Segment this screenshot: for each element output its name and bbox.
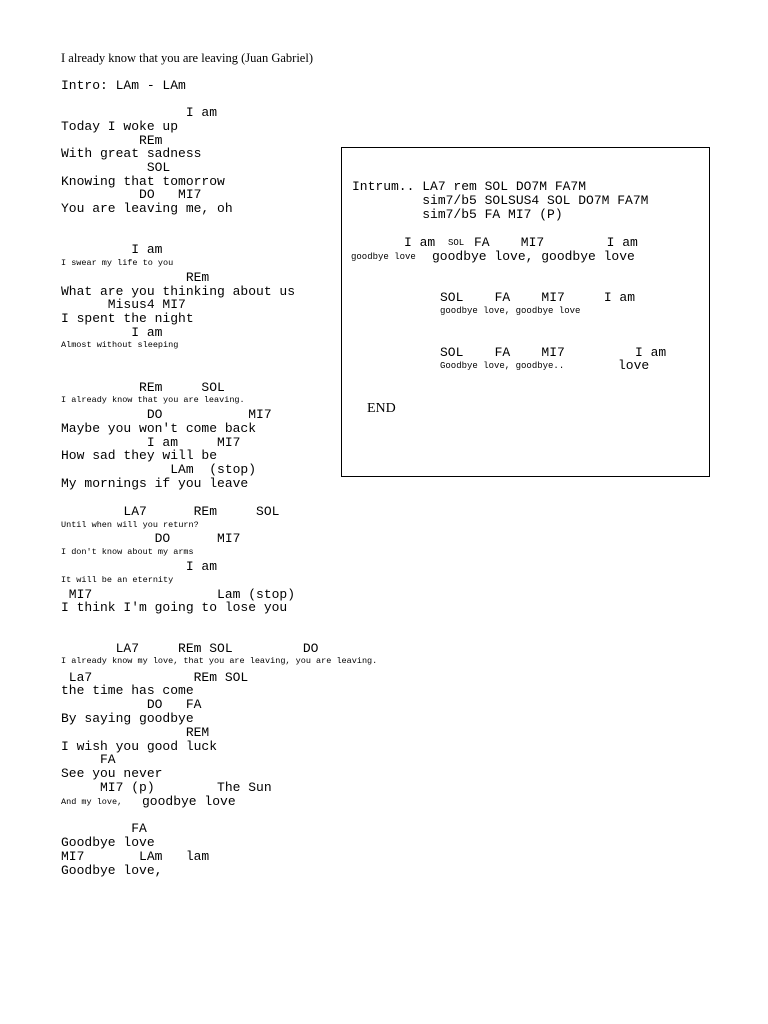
lyric-line: With great sadness — [61, 146, 202, 161]
chord-line: FA MI7 I am — [474, 235, 638, 250]
lyric-line: I don't know about my arms — [61, 547, 194, 557]
chord-line: DO FA — [61, 697, 202, 712]
lyric-line: I already know my love, that you are leaving, you are leaving. — [61, 656, 378, 666]
chord-line: I am — [404, 235, 436, 250]
song-title: I already know that you are leaving (Juan Gabriel) — [61, 51, 313, 65]
chord-line: I am — [61, 559, 218, 574]
lyric-line: You are leaving me, oh — [61, 201, 233, 216]
intrum-line: sim7/b5 SOLSUS4 SOL DO7M FA7M — [352, 193, 649, 208]
chord-line: I am — [61, 242, 163, 257]
lyric-line: I swear my life to you — [61, 258, 174, 268]
chord-line: I am — [61, 105, 218, 120]
intrum-line: sim7/b5 FA MI7 (P) — [352, 207, 563, 222]
lyric-line: goodbye love — [351, 252, 416, 262]
chord-line: LA7 REm SOL DO — [61, 641, 319, 656]
lyric-line: Goodbye love, goodbye.. — [440, 361, 565, 371]
chord-line: DO MI7 — [61, 187, 202, 202]
lyric-line: Goodbye love — [61, 835, 155, 850]
lyric-line: And my love, — [61, 797, 123, 807]
chord-line: REm SOL — [61, 380, 225, 395]
lyric-line: goodbye love, goodbye love — [432, 249, 635, 264]
lyric-line: What are you thinking about us — [61, 284, 296, 299]
chord-line: DO MI7 — [61, 531, 241, 546]
chord-line: FA — [61, 821, 147, 836]
chord-line: MI7 LAm lam — [61, 849, 210, 864]
lyric-line: goodbye love — [142, 794, 236, 809]
chord-line: SOL — [448, 238, 465, 248]
lyric-line: Almost without sleeping — [61, 340, 179, 350]
chord-line: Misus4 MI7 — [61, 297, 186, 312]
lyric-line: love — [618, 358, 650, 373]
chord-line: SOL FA MI7 I am — [440, 345, 667, 360]
chord-line: FA — [61, 752, 116, 767]
chord-line: MI7 (p) The Sun — [61, 780, 272, 795]
chord-line: I am MI7 — [61, 435, 241, 450]
lyric-line: My mornings if you leave — [61, 476, 249, 491]
lyric-line: Maybe you won't come back — [61, 421, 257, 436]
chord-line: SOL — [61, 160, 171, 175]
lyric-line: goodbye love, goodbye love — [440, 306, 581, 316]
intrum-box — [341, 147, 710, 477]
end-label: END — [367, 401, 396, 416]
chord-line: La7 REm SOL — [61, 670, 249, 685]
chord-line: REM — [61, 725, 210, 740]
chord-line: I am — [61, 325, 163, 340]
lyric-line: the time has come — [61, 683, 194, 698]
chord-line: REm — [61, 133, 163, 148]
lyric-line: It will be an eternity — [61, 575, 174, 585]
lyric-line: Goodbye love, — [61, 863, 163, 878]
lyric-line: I wish you good luck — [61, 739, 218, 754]
lyric-line: I spent the night — [61, 311, 194, 326]
lyric-line: See you never — [61, 766, 163, 781]
chord-line: LA7 REm SOL — [61, 504, 280, 519]
chord-line: SOL FA MI7 I am — [440, 290, 636, 305]
lyric-line: By saying goodbye — [61, 711, 194, 726]
lyric-line: Today I woke up — [61, 119, 179, 134]
chord-line: REm — [61, 270, 210, 285]
lyric-line: Until when will you return? — [61, 520, 199, 530]
chord-line: DO MI7 — [61, 407, 272, 422]
intrum-line: Intrum.. LA7 rem SOL DO7M FA7M — [352, 179, 587, 194]
lyric-line: I already know that you are leaving. — [61, 395, 245, 405]
chord-line: MI7 Lam (stop) — [61, 587, 296, 602]
lyric-line: Knowing that tomorrow — [61, 174, 225, 189]
lyric-line: I think I'm going to lose you — [61, 600, 288, 615]
lyric-line: How sad they will be — [61, 448, 218, 463]
intro-chords: Intro: LAm - LAm — [61, 78, 186, 93]
chord-line: LAm (stop) — [61, 462, 257, 477]
